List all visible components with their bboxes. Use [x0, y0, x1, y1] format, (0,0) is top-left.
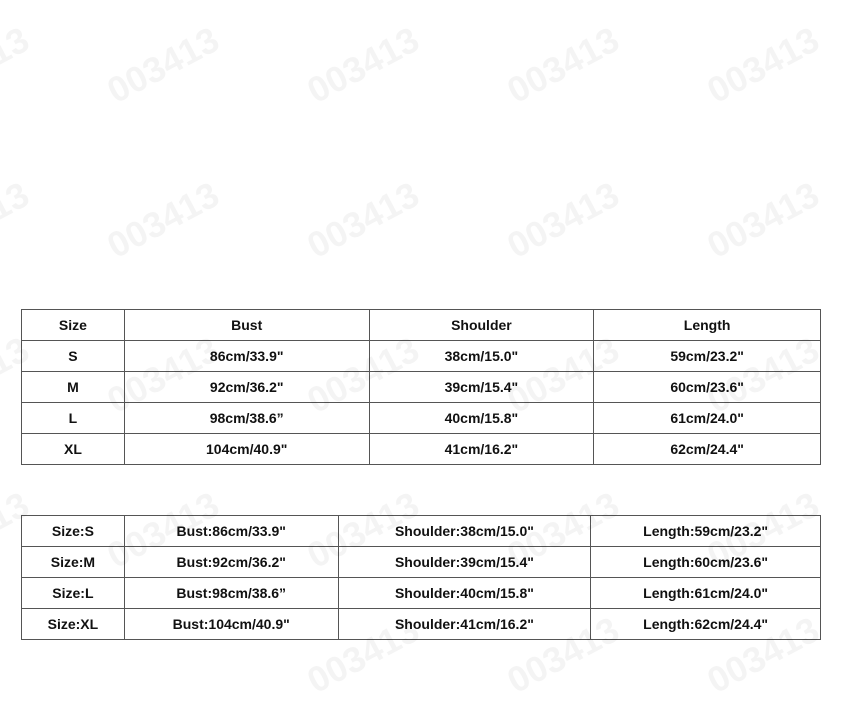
watermark-text: [700, 19, 826, 112]
table-header-row: [22, 310, 821, 341]
table-cell: L: [22, 403, 125, 434]
watermark-text: [0, 19, 36, 112]
table-cell: 38cm/15.0": [369, 341, 594, 372]
watermark-text: [300, 19, 426, 112]
table-cell: Bust:104cm/40.9": [124, 609, 338, 640]
watermark-text: [0, 174, 36, 267]
table-cell: Bust:98cm/38.6”: [124, 578, 338, 609]
header-cell-bust: Bust: [124, 310, 369, 341]
table-cell: 39cm/15.4": [369, 372, 594, 403]
table-cell: Bust:86cm/33.9": [124, 516, 338, 547]
table-cell: S: [22, 341, 125, 372]
table-cell: 86cm/33.9": [124, 341, 369, 372]
watermark-text: [100, 19, 226, 112]
table-cell: Shoulder:41cm/16.2": [338, 609, 591, 640]
table-cell: 98cm/38.6”: [124, 403, 369, 434]
watermark-text: [300, 174, 426, 267]
table-cell: 59cm/23.2": [594, 341, 821, 372]
table-cell: M: [22, 372, 125, 403]
table-row: [22, 372, 821, 403]
table-cell: Size:S: [22, 516, 125, 547]
table-cell: 92cm/36.2": [124, 372, 369, 403]
header-cell-shoulder: Shoulder: [369, 310, 594, 341]
table-cell: Size:XL: [22, 609, 125, 640]
table-cell: Shoulder:39cm/15.4": [338, 547, 591, 578]
table-row: [22, 403, 821, 434]
watermark-text: [500, 174, 626, 267]
table-row: [22, 609, 821, 640]
watermark-text: [700, 174, 826, 267]
table-row: [22, 434, 821, 465]
table-cell: 40cm/15.8": [369, 403, 594, 434]
table-cell: Bust:92cm/36.2": [124, 547, 338, 578]
labeled-size-chart-table: [21, 515, 821, 640]
table-cell: Length:60cm/23.6": [591, 547, 821, 578]
table-cell: Length:62cm/24.4": [591, 609, 821, 640]
table-cell: 104cm/40.9": [124, 434, 369, 465]
table-row: [22, 341, 821, 372]
table-cell: Size:M: [22, 547, 125, 578]
header-cell-size: Size: [22, 310, 125, 341]
table-cell: Size:L: [22, 578, 125, 609]
table-cell: Shoulder:38cm/15.0": [338, 516, 591, 547]
size-chart-table: [21, 309, 821, 465]
table-row: [22, 516, 821, 547]
table-cell: Length:59cm/23.2": [591, 516, 821, 547]
table-cell: 62cm/24.4": [594, 434, 821, 465]
table-row: [22, 547, 821, 578]
watermark-text: [500, 19, 626, 112]
table-cell: XL: [22, 434, 125, 465]
table-row: [22, 578, 821, 609]
header-cell-length: Length: [594, 310, 821, 341]
watermark-text: [100, 174, 226, 267]
table-cell: 61cm/24.0": [594, 403, 821, 434]
table-cell: 60cm/23.6": [594, 372, 821, 403]
table-cell: Length:61cm/24.0": [591, 578, 821, 609]
table-cell: Shoulder:40cm/15.8": [338, 578, 591, 609]
table-cell: 41cm/16.2": [369, 434, 594, 465]
